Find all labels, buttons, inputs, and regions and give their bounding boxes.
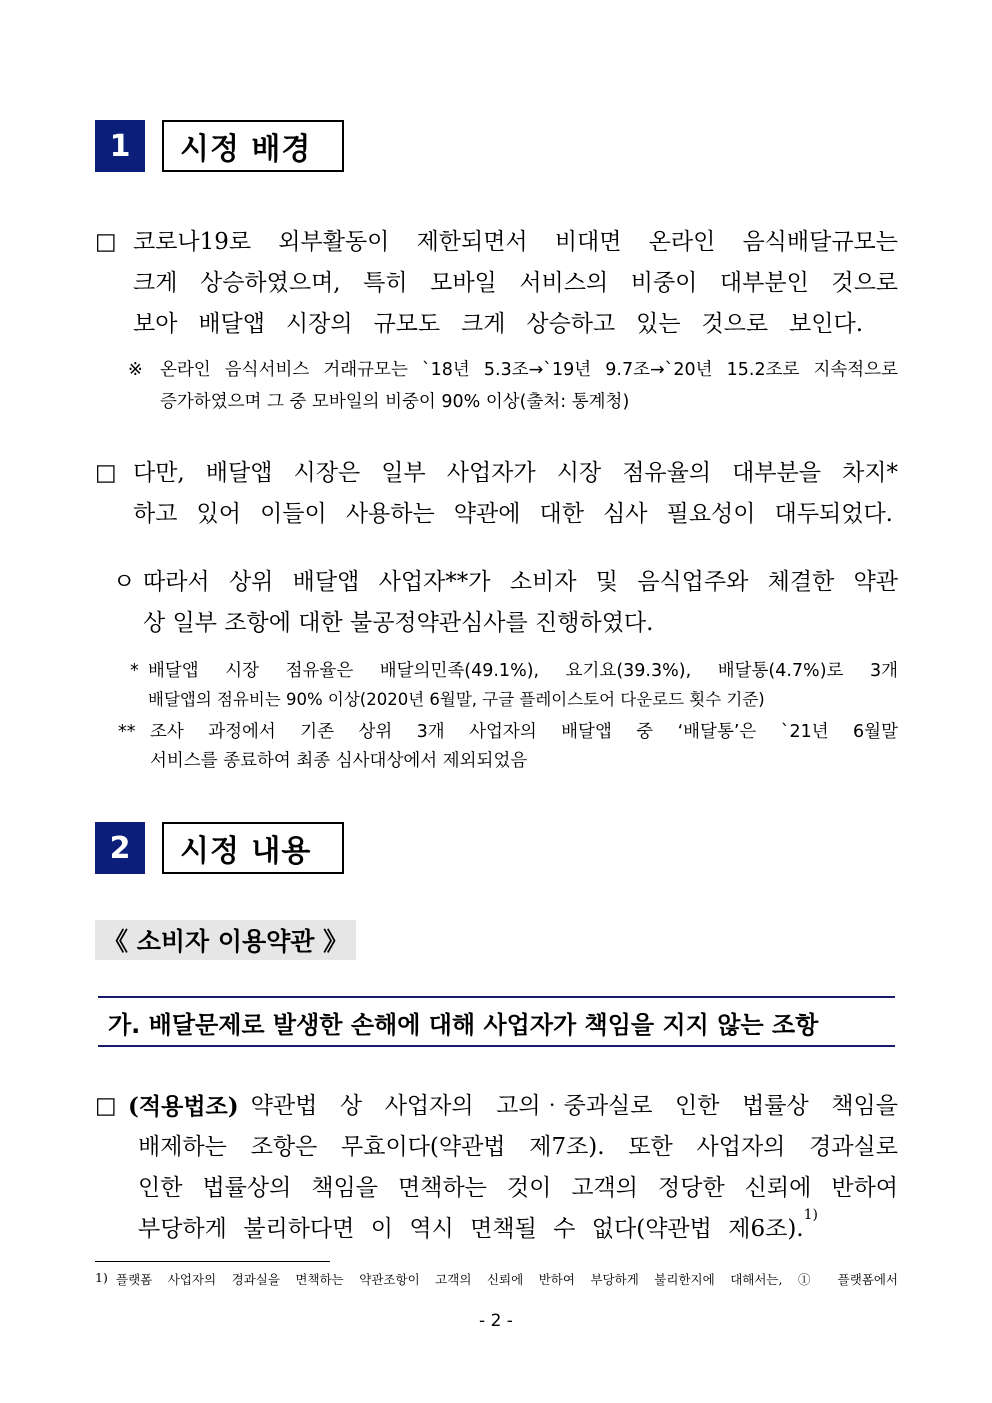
note1-line-1: 온라인 음식서비스 거래규모는 `18년 5.3조→`19년 9.7조→`20년 15.2조로 지속적으로 xyxy=(160,360,898,380)
item-title: 가. 배달문제로 발생한 손해에 대해 사업자가 책임을 지지 않는 조항 xyxy=(108,1011,819,1039)
s2-para-line-1-text: 약관법 상 사업자의 고의‧중과실로 인한 법률상 책임을 xyxy=(250,1093,898,1119)
note3-mark: ** xyxy=(118,722,136,742)
s2-para-line-3: 인한 법률상의 책임을 면책하는 것이 고객의 정당한 신뢰에 반하여 xyxy=(138,1175,898,1201)
para2-line-2: 하고 있어 이들이 사용하는 약관에 대한 심사 필요성이 대두되었다. xyxy=(133,501,893,527)
note3-line-2: 서비스를 종료하여 최종 심사대상에서 제외되었음 xyxy=(150,751,528,771)
para1-line-2: 크게 상승하였으며, 특히 모바일 서비스의 비중이 대부분인 것으로 xyxy=(133,270,898,296)
section-number-1: 1 xyxy=(95,120,145,172)
s2-para-line-2: 배제하는 조항은 무효이다(약관법 제7조). 또한 사업자의 경과실로 xyxy=(138,1134,898,1160)
page-number: - 2 - xyxy=(479,1311,513,1331)
footnote-divider xyxy=(95,1261,330,1262)
note2-line-2: 배달앱의 점유비는 90% 이상(2020년 6월말, 구글 플레이스토어 다운로드 횟수 기준) xyxy=(148,690,765,709)
footnote-mark: 1) xyxy=(95,1270,108,1285)
footnote-ref[interactable]: 1) xyxy=(803,1207,818,1223)
para2-bullet: □ xyxy=(95,460,117,486)
note1-line-2: 증가하였으며 그 중 모바일의 비중이 90% 이상(출처: 통계청) xyxy=(160,392,630,412)
section-title-2: 시정 내용 xyxy=(162,822,344,874)
subheading-consumer-terms: 《 소비자 이용약관 》 xyxy=(95,920,356,960)
section-number-2: 2 xyxy=(95,822,145,874)
note3-line-1: 조사 과정에서 기존 상위 3개 사업자의 배달앱 중 ‘배달통’은 `21년 6월말 xyxy=(150,722,898,742)
para2-line-1: 다만, 배달앱 시장은 일부 사업자가 시장 점유율의 대부분을 차지* xyxy=(133,460,898,486)
s2-para-line-1 xyxy=(128,1085,898,1128)
s2-para-line-4 xyxy=(138,1208,818,1251)
s2-para-bullet: □ xyxy=(95,1093,117,1119)
para1-line-1: 코로나19로 외부활동이 제한되면서 비대면 온라인 음식배달규모는 xyxy=(133,229,898,255)
note2-mark: * xyxy=(130,661,139,681)
para3-line-1: 따라서 상위 배달앱 사업자**가 소비자 및 음식업주와 체결한 약관 xyxy=(143,569,898,595)
s2-para-lead: (적용법조) xyxy=(128,1093,239,1120)
note1-mark: ※ xyxy=(128,360,143,380)
footnote-text: 플랫폼 사업자의 경과실을 면책하는 약관조항이 고객의 신뢰에 반하여 부당하게 불리한지에 대해서는, ① 플랫폼에서 xyxy=(116,1272,898,1287)
note2-line-1: 배달앱 시장 점유율은 배달의민족(49.1%), 요기요(39.3%), 배달통(4.7%)로 3개 xyxy=(148,661,898,681)
para1-bullet: □ xyxy=(95,229,117,255)
s2-para-line-4-text: 부당하게 불리하다면 이 역시 면책될 수 없다(약관법 제6조). xyxy=(138,1216,804,1242)
para3-line-2: 상 일부 조항에 대한 불공정약관심사를 진행하였다. xyxy=(143,610,654,636)
para1-line-3: 보아 배달앱 시장의 규모도 크게 상승하고 있는 것으로 보인다. xyxy=(133,311,863,337)
section-title-1: 시정 배경 xyxy=(162,120,344,172)
item-title-bottom-rule xyxy=(98,1045,895,1047)
para3-bullet: ㅇ xyxy=(113,569,136,595)
item-title-top-rule xyxy=(98,996,895,998)
